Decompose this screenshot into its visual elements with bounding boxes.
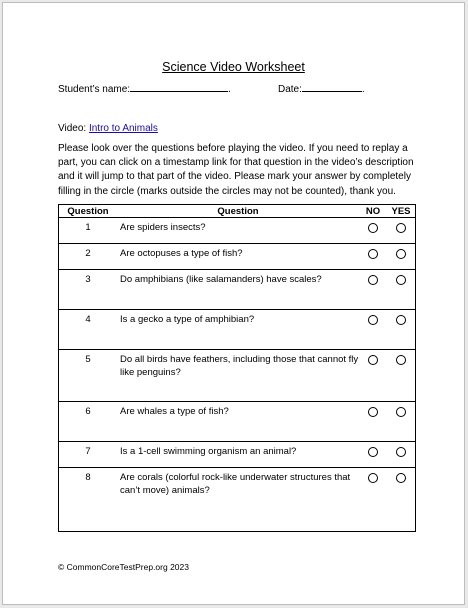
table-header-row [59, 205, 416, 218]
yes-answer-circle[interactable] [396, 407, 406, 417]
no-answer-circle[interactable] [368, 447, 378, 457]
date-label: Date: [278, 84, 302, 95]
yes-answer-circle[interactable] [396, 249, 406, 259]
question-text: Are whales a type of fish? [117, 402, 359, 442]
student-name-row [58, 82, 231, 95]
date-blank[interactable] [302, 82, 362, 92]
table-row [59, 402, 416, 442]
question-text: Are spiders insects? [117, 218, 359, 244]
video-row [58, 123, 158, 134]
question-number: 4 [59, 310, 118, 350]
question-number: 3 [59, 270, 118, 310]
yes-answer-circle[interactable] [396, 315, 406, 325]
table-row [59, 270, 416, 310]
student-name-blank-end: . [228, 84, 231, 95]
video-label: Video: [58, 123, 87, 134]
table-row [59, 442, 416, 468]
table-row [59, 350, 416, 402]
header-no: NO [359, 205, 387, 218]
no-answer-circle[interactable] [368, 223, 378, 233]
page-title: Science Video Worksheet [162, 60, 305, 74]
no-answer-circle[interactable] [368, 249, 378, 259]
student-name-blank[interactable] [130, 82, 228, 92]
no-answer-circle[interactable] [368, 275, 378, 285]
no-answer-circle[interactable] [368, 315, 378, 325]
date-row [278, 82, 365, 95]
question-text: Do all birds have feathers, including those that cannot fly like penguins? [117, 350, 359, 402]
yes-answer-circle[interactable] [396, 447, 406, 457]
date-blank-end: . [361, 84, 365, 95]
question-text: Are octopuses a type of fish? [117, 244, 359, 270]
question-number: 1 [59, 218, 118, 244]
yes-answer-circle[interactable] [396, 355, 406, 365]
table-row [59, 468, 416, 532]
no-answer-circle[interactable] [368, 407, 378, 417]
question-number: 8 [59, 468, 118, 532]
question-number: 6 [59, 402, 118, 442]
worksheet-page [2, 2, 465, 605]
yes-answer-circle[interactable] [396, 473, 406, 483]
header-yes: YES [387, 205, 416, 218]
no-answer-circle[interactable] [368, 473, 378, 483]
question-text: Are corals (colorful rock-like underwater structures that can’t move) animals? [117, 468, 359, 532]
question-number: 5 [59, 350, 118, 402]
header-number: Question [59, 205, 118, 218]
question-text: Is a 1-cell swimming organism an animal? [117, 442, 359, 468]
header-question: Question [117, 205, 359, 218]
copyright-footer: © CommonCoreTestPrep.org 2023 [58, 562, 189, 572]
question-number: 2 [59, 244, 118, 270]
instructions: Please look over the questions before playing the video. If you need to replay a part, you can click on a timestamp link for that question in the video’s description and it will jump to that part of the video. Please mark your answer by completely filling in the circle (marks outside the circles may not be counted), thank you. [58, 143, 414, 197]
table-row [59, 244, 416, 270]
question-text: Is a gecko a type of amphibian? [117, 310, 359, 350]
question-number: 7 [59, 442, 118, 468]
question-table [58, 204, 416, 532]
table-row [59, 310, 416, 350]
student-name-label: Student’s name: [58, 84, 131, 95]
table-row [59, 218, 416, 244]
video-link[interactable]: Intro to Animals [88, 123, 158, 134]
yes-answer-circle[interactable] [396, 223, 406, 233]
question-text: Do amphibians (like salamanders) have scales? [117, 270, 359, 310]
yes-answer-circle[interactable] [396, 275, 406, 285]
no-answer-circle[interactable] [368, 355, 378, 365]
